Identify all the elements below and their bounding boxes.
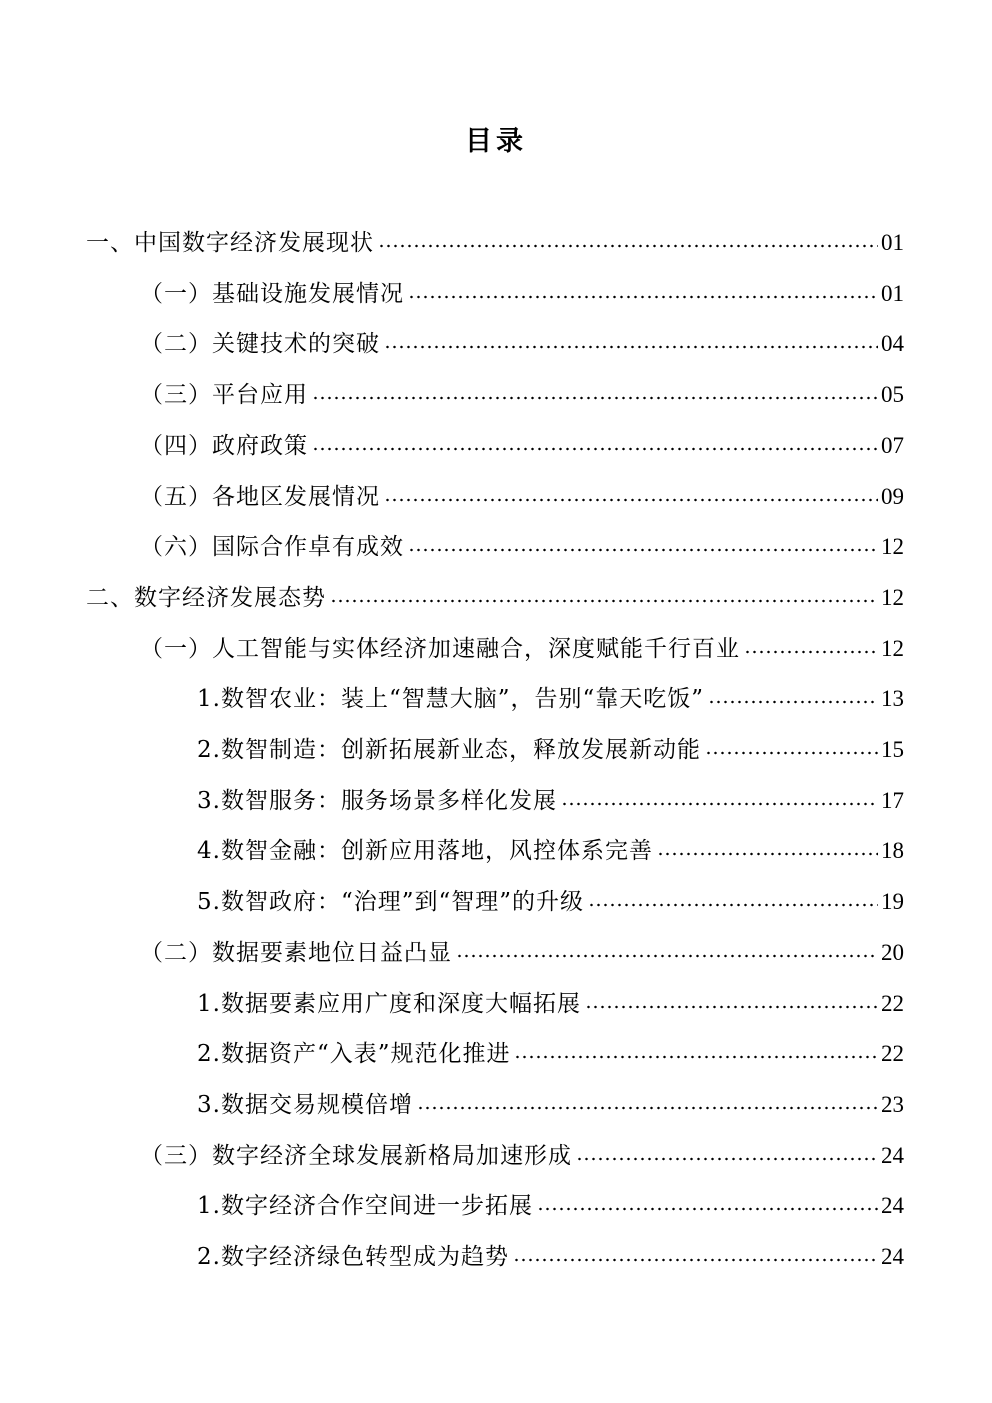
toc-entry-title: （一）人工智能与实体经济加速融合，深度赋能千行百业 [140,636,740,662]
dot-leader [312,396,878,400]
toc-entry[interactable] [140,276,904,312]
toc-entry[interactable] [197,884,904,920]
toc-entry[interactable] [197,1188,904,1224]
toc-entry-title: （五）各地区发展情况 [140,484,380,510]
toc-entry-title: 2.数智制造：创新拓展新业态，释放发展新动能 [197,737,701,763]
dot-leader [378,244,878,248]
page-title: 目录 [465,126,527,157]
toc-entry[interactable] [140,529,904,565]
dot-leader [312,447,878,451]
toc-entry-title: （一）基础设施发展情况 [140,281,404,307]
toc-entry[interactable] [197,833,904,869]
toc-entry[interactable] [140,1138,904,1174]
toc-entry[interactable] [197,783,904,819]
toc-entry[interactable] [197,1036,904,1072]
toc-entry-title: （二）关键技术的突破 [140,331,380,357]
dot-leader [408,295,878,299]
toc-page-number: 17 [881,788,904,813]
dot-leader [456,954,878,958]
toc-page-number: 12 [881,636,904,661]
toc-entry[interactable] [86,580,904,616]
dot-leader [657,852,878,856]
toc-entry[interactable] [197,681,904,717]
toc-page-number: 19 [881,889,904,914]
toc-entry-title: 1.数智农业：装上“智慧大脑”，告别“靠天吃饭” [197,686,704,712]
dot-leader [561,802,878,806]
toc-entry-title: 二、数字经济发展态势 [86,585,326,611]
toc-entry-title: 2.数字经济绿色转型成为趋势 [197,1244,509,1270]
toc-page-number: 09 [881,484,904,509]
dot-leader [514,1055,878,1059]
toc-entry-title: 3.数据交易规模倍增 [197,1092,413,1118]
dot-leader [408,548,878,552]
toc-entry[interactable] [140,326,904,362]
toc-entry-title: 1.数据要素应用广度和深度大幅拓展 [197,991,581,1017]
toc-entry-title: （六）国际合作卓有成效 [140,534,404,560]
dot-leader [705,751,878,755]
toc-page-number: 15 [881,737,904,762]
dot-leader [708,700,878,704]
toc-page-number: 22 [881,1041,904,1066]
toc-entry-title: 1.数字经济合作空间进一步拓展 [197,1193,533,1219]
dot-leader [384,498,878,502]
toc-entry[interactable] [86,225,904,261]
toc-entry-title: 一、中国数字经济发展现状 [86,230,374,256]
toc-entry-title: （三）数字经济全球发展新格局加速形成 [140,1143,572,1169]
toc-page-number: 12 [881,585,904,610]
toc-entry[interactable] [140,935,904,971]
toc-entry[interactable] [197,1239,904,1275]
toc-page-number: 12 [881,534,904,559]
toc-entry[interactable] [197,986,904,1022]
toc-entry[interactable] [140,479,904,515]
toc-page-number: 07 [881,433,904,458]
toc-entry[interactable] [140,377,904,413]
toc-entry-title: 2.数据资产“入表”规范化推进 [197,1041,511,1067]
toc-entry-title: （二）数据要素地位日益凸显 [140,940,452,966]
toc-page-number: 01 [881,230,904,255]
dot-leader [513,1258,878,1262]
dot-leader [588,903,878,907]
dot-leader [537,1207,878,1211]
dot-leader [585,1005,878,1009]
dot-leader [330,599,878,603]
toc-page-number: 24 [881,1244,904,1269]
toc-entry[interactable] [140,428,904,464]
toc-page-number: 24 [881,1143,904,1168]
toc-entry[interactable] [140,631,904,667]
toc-entry-title: （四）政府政策 [140,433,308,459]
toc-entry-title: 3.数智服务：服务场景多样化发展 [197,788,557,814]
toc-page-number: 01 [881,281,904,306]
toc-entry-title: 5.数智政府：“治理”到“智理”的升级 [197,889,584,915]
toc-entry-title: （三）平台应用 [140,382,308,408]
toc-entry[interactable] [197,732,904,768]
dot-leader [576,1157,878,1161]
toc-page-number: 13 [881,686,904,711]
toc-page-number: 24 [881,1193,904,1218]
dot-leader [744,650,878,654]
toc-page-number: 23 [881,1092,904,1117]
toc-entry-title: 4.数智金融：创新应用落地，风控体系完善 [197,838,653,864]
toc-page-number: 18 [881,838,904,863]
toc-entry[interactable] [197,1087,904,1123]
dot-leader [417,1106,878,1110]
toc-page-number: 22 [881,991,904,1016]
toc-page-number: 04 [881,331,904,356]
toc-page-number: 20 [881,940,904,965]
toc-page-number: 05 [881,382,904,407]
dot-leader [384,345,878,349]
